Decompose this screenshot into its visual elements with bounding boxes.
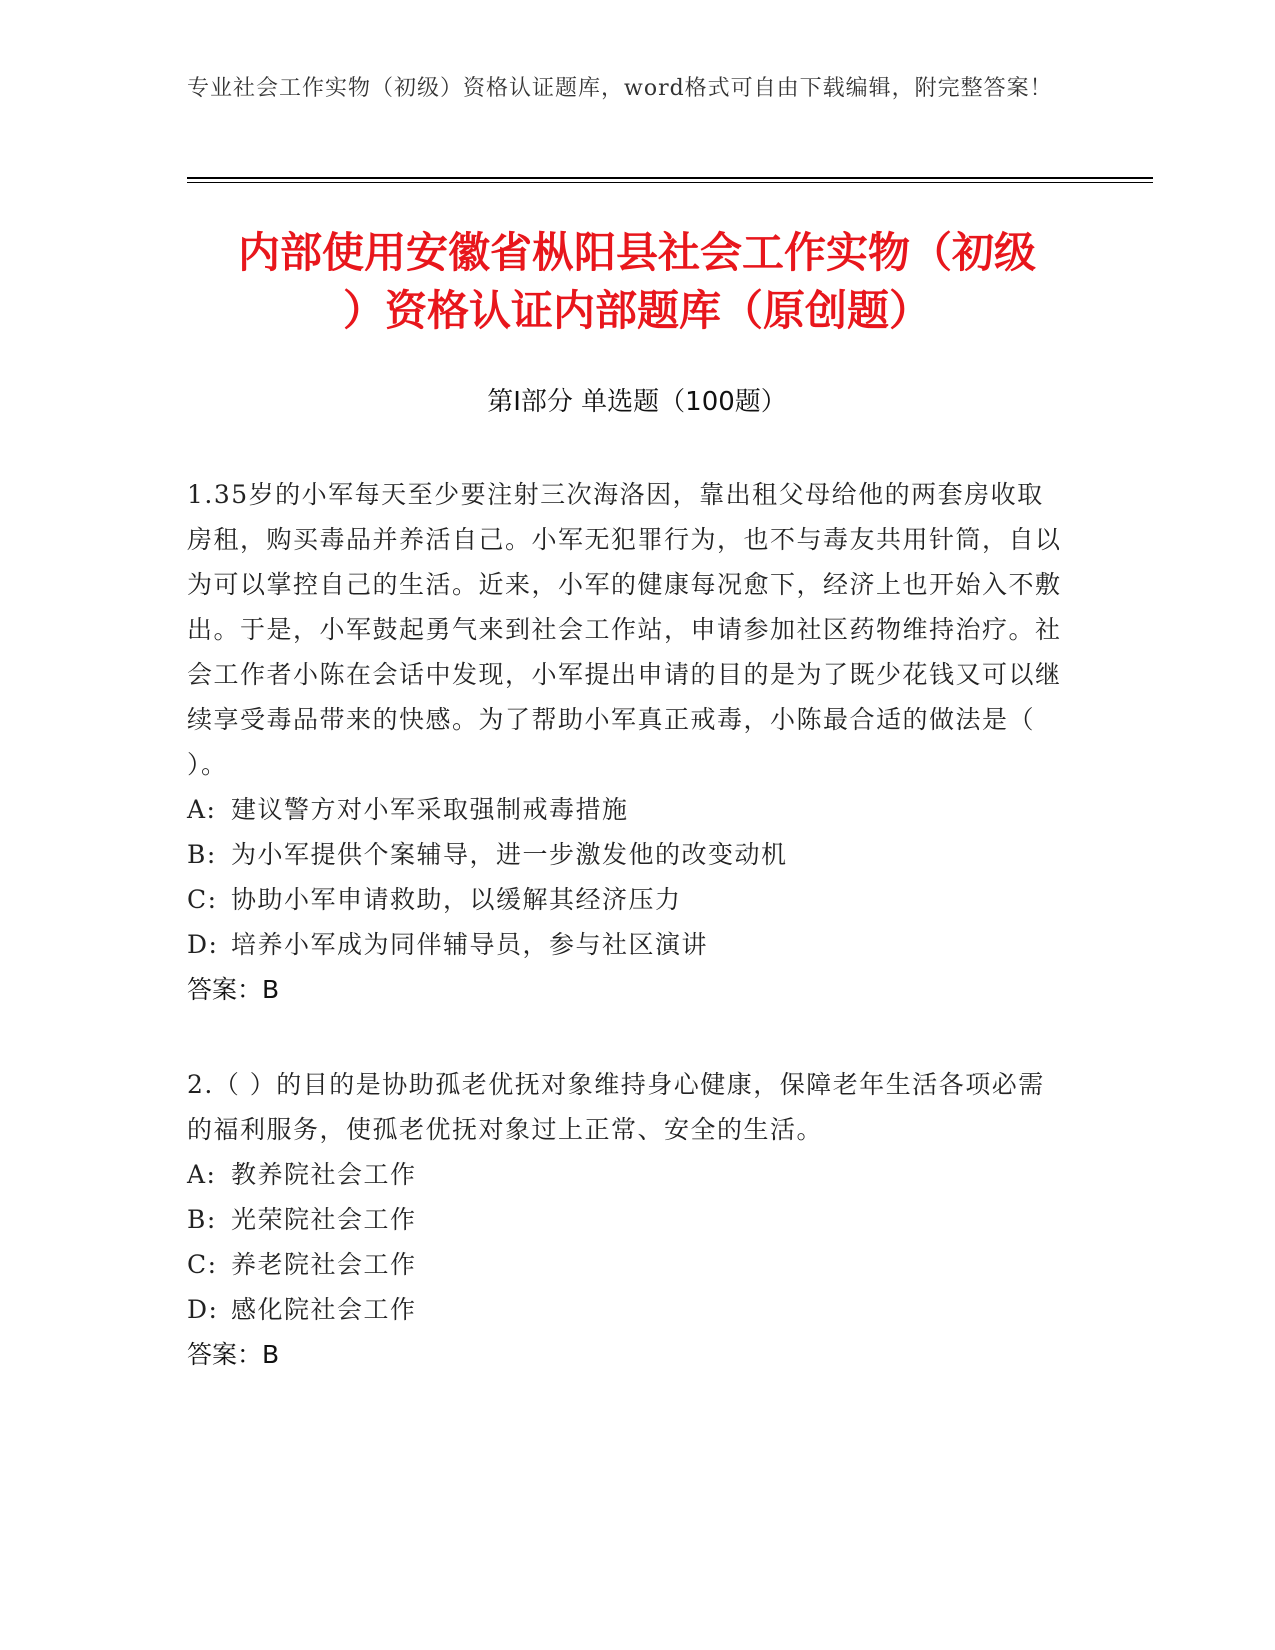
answer: 答案：B bbox=[187, 975, 280, 1004]
option-a bbox=[187, 1152, 1067, 1197]
option-letter: A: bbox=[187, 1160, 217, 1189]
option-text: 教养院社会工作 bbox=[231, 1160, 417, 1189]
document-title-line-1: 内部使用安徽省枞阳县社会工作实物（初级 bbox=[237, 228, 1036, 277]
question-stem: 1.35岁的小军每天至少要注射三次海洛因，靠出租父母给他的两套房收取房租，购买毒品并养活自己。小军无犯罪行为，也不与毒友共用针筒，自以为可以掌控自己的生活。近来，小军的健康每况愈下，经济上也开始入不敷出。于是，小军鼓起勇气来到社会工作站，申请参加社区药物维持治疗。社会工作者小陈在会话中发现，小军提出申请的目的是为了既少花钱又可以继续享受毒品带来的快感。为了帮助小军真正戒毒，小陈最合适的做法是（ ）。 bbox=[187, 480, 1062, 779]
option-d bbox=[187, 922, 1067, 967]
option-text: 培养小军成为同伴辅导员，参与社区演讲 bbox=[231, 930, 709, 959]
option-c bbox=[187, 877, 1067, 922]
option-text: 感化院社会工作 bbox=[231, 1295, 417, 1324]
option-letter: B: bbox=[187, 840, 217, 869]
option-letter: B: bbox=[187, 1205, 217, 1234]
option-text: 养老院社会工作 bbox=[231, 1250, 417, 1279]
option-letter: C: bbox=[187, 1250, 218, 1279]
document-title bbox=[187, 224, 1087, 340]
question-1 bbox=[187, 472, 1067, 1012]
option-text: 光荣院社会工作 bbox=[231, 1205, 417, 1234]
option-text: 协助小军申请救助，以缓解其经济压力 bbox=[231, 885, 682, 914]
document-title-line-2: ）资格认证内部题库（原创题） bbox=[342, 286, 931, 335]
header-divider-thin bbox=[187, 182, 1153, 183]
option-a bbox=[187, 787, 1067, 832]
question-2 bbox=[187, 1062, 1067, 1377]
option-letter: A: bbox=[187, 795, 217, 824]
option-d bbox=[187, 1287, 1067, 1332]
answer: 答案：B bbox=[187, 1340, 280, 1369]
option-letter: D: bbox=[187, 930, 219, 959]
option-letter: C: bbox=[187, 885, 218, 914]
option-text: 建议警方对小军采取强制戒毒措施 bbox=[231, 795, 629, 824]
section-title: 第Ⅰ部分 单选题（100题） bbox=[487, 387, 787, 417]
option-b bbox=[187, 832, 1067, 877]
option-c bbox=[187, 1242, 1067, 1287]
option-b bbox=[187, 1197, 1067, 1242]
question-stem: 2.（ ）的目的是协助孤老优抚对象维持身心健康，保障老年生活各项必需的福利服务，使孤老优抚对象过上正常、安全的生活。 bbox=[187, 1070, 1045, 1144]
header-divider-thick bbox=[187, 177, 1153, 179]
header-note: 专业社会工作实物（初级）资格认证题库，word格式可自由下载编辑，附完整答案！ bbox=[187, 76, 1053, 101]
option-letter: D: bbox=[187, 1295, 219, 1324]
option-text: 为小军提供个案辅导，进一步激发他的改变动机 bbox=[231, 840, 788, 869]
